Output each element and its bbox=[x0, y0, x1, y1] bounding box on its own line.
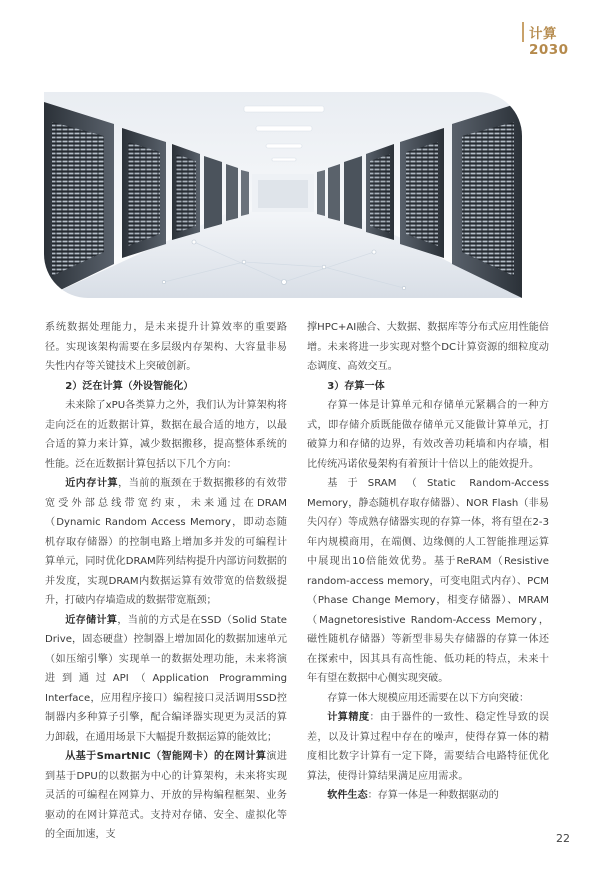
paragraph: 系统数据处理能力，是未来提升计算效率的重要路径。实现该架构需要在多层级内存架构、大容量非易失性内存等关键技术上突破创新。 bbox=[45, 322, 287, 372]
term-lead: 从基于SmartNIC（智能网卡）的在网计算 bbox=[65, 751, 267, 762]
paragraph: 撑HPC+AI融合、大数据、数据库等分布式应用性能倍增。未来将进一步实现对整个DC计算资源的细粒度动态调度、高效交互。 bbox=[307, 322, 549, 372]
paragraph bbox=[45, 474, 287, 611]
section-heading: 2）泛在计算（外设智能化） bbox=[65, 380, 194, 392]
paragraph bbox=[307, 786, 549, 806]
paragraph-body: ，当前的瓶颈在于数据搬移的有效带宽受外部总线带宽约束，未来通过在DRAM（Dynamic Random Access Memory，即动态随机存取存储器）的控制电路上增加多并发的可编程计算单元，同时优化DRAM阵列结构提升内部访问数据的并发度，实现DRAM内数据运算有效带宽的倍数级提升，打破内存墙造成的数据带宽瓶颈； bbox=[45, 478, 288, 606]
left-text-column bbox=[45, 318, 287, 845]
term-lead: 软件生态 bbox=[327, 790, 368, 801]
brand-title: 计算 2030 bbox=[529, 26, 569, 58]
paragraph bbox=[45, 611, 287, 748]
term-lead: 计算精度 bbox=[327, 712, 370, 723]
paragraph-body: 演进到基于DPU的以数据为中心的计算架构，未来将实现灵活的可编程在网算力、开放的异构编程框架、业务驱动的在网计算范式。支持对存储、安全、虚拟化等的全面加速，支 bbox=[45, 751, 288, 840]
paragraph-body: ：存算一体是一种数据驱动的 bbox=[367, 790, 499, 801]
section-heading: 3）存算一体 bbox=[327, 380, 385, 392]
paragraph bbox=[307, 708, 549, 786]
term-lead: 近存储计算 bbox=[65, 614, 118, 626]
right-text-column bbox=[307, 318, 549, 806]
paragraph: 未来除了xPU各类算力之外，我们认为计算架构将走向泛在的近数据计算，数据在最合适的地方，以最合适的算力来计算，减少数据搬移，提高整体系统的性能。泛在近数据计算包括以下几个方向： bbox=[45, 400, 287, 470]
paragraph-body: ：由于器件的一致性、稳定性导致的误差，以及计算过程中存在的噪声，使得存算一体的精度相比数字计算有一定下降，需要结合电路特征优化算法，使得计算结果满足应用需求。 bbox=[307, 712, 549, 782]
paragraph: 存算一体大规模应用还需要在以下方向突破： bbox=[327, 692, 530, 704]
page-number: 22 bbox=[556, 832, 570, 845]
term-lead: 近内存计算 bbox=[65, 478, 119, 489]
paragraph: 存算一体是计算单元和存储单元紧耦合的一种方式，即存储介质既能做存储单元又能做计算单元，打破算力和存储的边界，有效改善功耗墙和内存墙，相比传统冯诺依曼架构有着预计十倍以上的能效提升。 bbox=[307, 400, 549, 470]
server-room-image bbox=[44, 92, 522, 298]
paragraph-body: ，当前的方式是在SSD（Solid State Drive，固态硬盘）控制器上增加固化的数据加速单元（如压缩引擎）实现单一的数据处理功能，未来将演进到通过API（Application Programming Interface，应用程序接口）编程接口灵活调用SSD控制器内多种算子引擎，配合编译器实现更为灵活的算力卸载，在通用场景下大幅提升数据运算的能效比； bbox=[45, 614, 287, 743]
brand-accent-bar bbox=[522, 22, 524, 42]
paragraph: 基于SRAM（Static Random-Access Memory，静态随机存取存储器）、NOR Flash（非易失闪存）等成熟存储器实现的存算一体，将有望在2-3年内规模商用，在端侧、边缘侧的人工智能推理运算中展现出10倍能效优势。基于ReRAM（Resistive random-access memory，可变电阻式内存）、PCM（Phase Change Memory，相变存储器）、MRAM（Magnetoresistive Random-Access Memory，磁性随机存储器）等新型非易失存储器的存算一体还在探索中，因其具有高性能、低功耗的特点，未来十年有望在数据中心侧实现突破。 bbox=[307, 478, 549, 684]
paragraph bbox=[45, 747, 287, 845]
